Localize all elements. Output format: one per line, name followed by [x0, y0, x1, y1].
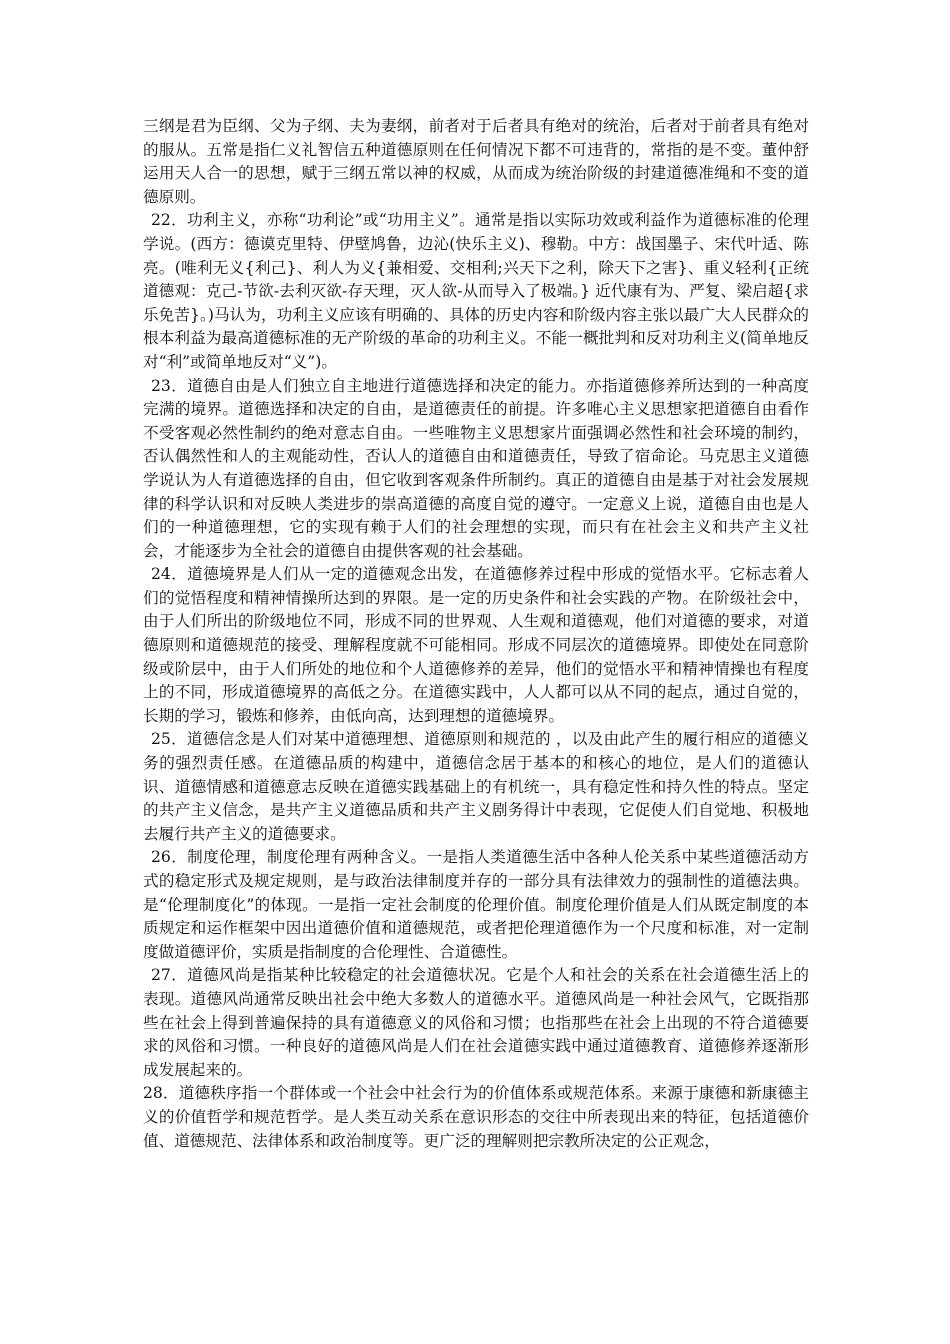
paragraph-28-moral-order: 28．道德秩序指一个群体或一个社会中社会行为的价值体系或规范体系。来源于康德和新康德主义的价值哲学和规范哲学。是人类互动关系在意识形态的交往中所表现出来的特征，包括道德价值、道德规范、法律体系和政治制度等。更广泛的理解则把宗教所决定的公正观念，: [143, 1084, 809, 1150]
document-body: [143, 115, 809, 1153]
paragraph-23-moral-freedom: 23．道德自由是人们独立自主地进行道德选择和决定的能力。亦指道德修养所达到的一种高度完满的境界。道德选择和决定的自由，是道德责任的前提。许多唯心主义思想家把道德自由看作不受客观必然性制约的绝对意志自由。一些唯物主义思想家片面强调必然性和社会环境的制约，否认偶然性和人的主观能动性，否认人的道德自由和道德责任，导致了宿命论。马克思主义道德学说认为人有道德选择的自由，但它收到客观条件所制约。真正的道德自由是基于对社会发展规律的科学认识和对反映人类进步的崇高道德的高度自觉的遵守。一定意义上说，道德自由也是人们的一种道德理想，它的实现有赖于人们的社会理想的实现，而只有在社会主义和共产主义社会，才能逐步为全社会的道德自由提供客观的社会基础。: [143, 376, 809, 560]
paragraph-22-utilitarianism: 22．功利主义，亦称“功利论”或“功用主义”。通常是指以实际功效或利益作为道德标准的伦理学说。(西方：德谟克里特、伊壁鸠鲁，边沁(快乐主义)、穆勒。中方：战国墨子、宋代叶适、陈亮。(唯利无义{利己}、利人为义{兼相爱、交相利;兴天下之利，除天下之害}、重义轻利{正统道德观：克己-节欲-去利灭欲-存天理，灭人欲-从而导入了极端。} 近代康有为、严复、梁启超{求乐免苦}。)马认为，功利主义应该有明确的、具体的历史内容和阶级内容主张以最广大人民群众的根本利益为最高道德标准的无产阶级的革命的功利主义。不能一概批判和反对功利主义(简单地反对“利”或简单地反对“义”)。: [143, 211, 809, 371]
paragraph-27-moral-custom: 27．道德风尚是指某种比较稳定的社会道德状况。它是个人和社会的关系在社会道德生活上的表现。道德风尚通常反映出社会中绝大多数人的道德水平。道德风尚是一种社会风气，它既指那些在社会上得到普遍保持的具有道德意义的风俗和习惯；也指那些在社会上出现的不符合道德要求的风俗和习惯。一种良好的道德风尚是人们在社会道德实践中通过道德教育、道德修养逐渐形成发展起来的。: [143, 966, 809, 1079]
paragraph-sangang-wuchang: 三纲是君为臣纲、父为子纲、夫为妻纲，前者对于后者具有绝对的统治，后者对于前者具有绝对的服从。五常是指仁义礼智信五种道德原则在任何情况下都不可违背的，常指的是不变。董仲舒运用天人合一的思想，赋于三纲五常以神的权威，从而成为统治阶级的封建道德准绳和不变的道德原则。: [143, 117, 809, 206]
paragraph-24-moral-realm: 24．道德境界是人们从一定的道德观念出发，在道德修养过程中形成的觉悟水平。它标志着人们的觉悟程度和精神情操所达到的界限。是一定的历史条件和社会实践的产物。在阶级社会中，由于人们所出的阶级地位不同，形成不同的世界观、人生观和道德观，他们对道德的要求，对道德原则和道德规范的接受、理解程度就不可能相同。形成不同层次的道德境界。即使处在同意阶级或阶层中，由于人们所处的地位和个人道德修养的差异，他们的觉悟水平和精神情操也有程度上的不同，形成道德境界的高低之分。在道德实践中，人人都可以从不同的起点，通过自觉的，长期的学习，锻炼和修养，由低向高，达到理想的道德境界。: [143, 565, 809, 725]
paragraph-26-institutional-ethics: 26．制度伦理，制度伦理有两种含义。一是指人类道德生活中各种人伦关系中某些道德活动方式的稳定形式及规定规则，是与政治法律制度并存的一部分具有法律效力的强制性的道德法典。是“伦理制度化”的体现。一是指一定社会制度的伦理价值。制度伦理价值是人们从既定制度的本质规定和运作框架中因出道德价值和道德规范，或者把伦理道德作为一个尺度和标准，对一定制度做道德评价，实质是指制度的合伦理性、合道德性。: [143, 848, 809, 961]
paragraph-25-moral-belief: 25．道德信念是人们对某中道德理想、道德原则和规范的 ，以及由此产生的履行相应的道德义务的强烈责任感。在道德品质的构建中，道德信念居于基本的和核心的地位，是人们的道德认识、道德情感和道德意志反映在道德实践基础上的有机统一，具有稳定性和持久性的特点。坚定的共产主义信念，是共产主义道德品质和共产主义剧务得计中表现，它促使人们自觉地、积极地去履行共产主义的道德要求。: [143, 730, 809, 843]
